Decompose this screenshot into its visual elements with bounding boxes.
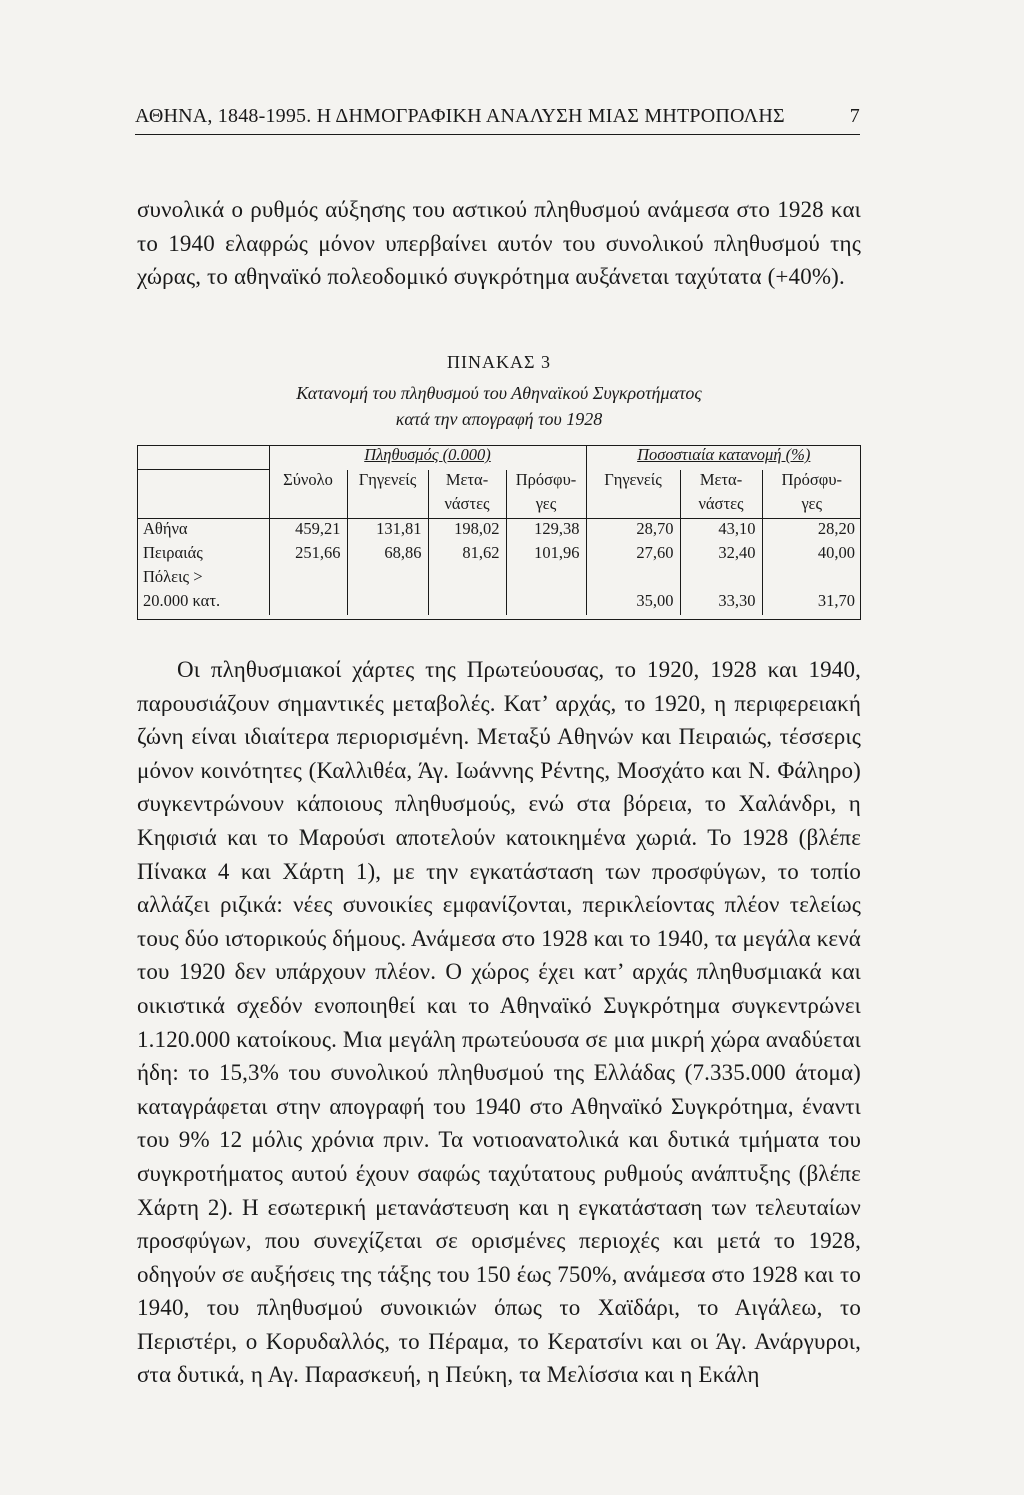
cell-migrants: 198,02	[428, 519, 506, 544]
cell-pct-native: 28,70	[586, 519, 680, 544]
cell-migrants: 81,62	[428, 543, 506, 567]
cell-pct-refugees: 40,00	[762, 543, 861, 567]
table-subtitle	[137, 380, 861, 432]
col-header-pct-migrants: Μετα-	[680, 470, 762, 495]
col-header-migrants-cont: νάστες	[428, 494, 506, 519]
cell-pct-refugees: 31,70	[762, 591, 861, 615]
cell-refugees: 129,38	[506, 519, 586, 544]
table-column-header-row-2	[137, 494, 861, 519]
col-header-native: Γηγενείς	[347, 470, 428, 495]
row-label: Πειραιάς	[143, 543, 203, 562]
cell-refugees: 101,96	[506, 543, 586, 567]
table-row	[137, 591, 861, 615]
row-label: Αθήνα	[143, 519, 188, 538]
running-title: ΑΘΗΝΑ, 1848-1995. Η ΔΗΜΟΓΡΑΦΙΚΗ ΑΝΑΛΥΣΗ ΜΙΑΣ ΜΗΤΡΟΠΟΛΗΣ	[135, 105, 785, 127]
col-header-pct-refugees: Πρόσφυ-	[762, 470, 861, 495]
running-header	[135, 105, 860, 135]
row-label: Πόλεις >	[143, 567, 203, 586]
cell-pct-migrants: 32,40	[680, 543, 762, 567]
body-paragraph-1: συνολικά ο ρυθμός αύξησης του αστικού πληθυσμού ανάμεσα στο 1928 και το 1940 ελαφρώς μόνον υπερβαίνει αυτόν του συνολικού πληθυσμού της χώρας, το αθηναϊκό πολεοδομικό συγκρότημα αυξάνεται ταχύτατα (+40%).	[137, 197, 861, 290]
group-header-percent: Ποσοστιαία κατανομή (%)	[637, 445, 811, 464]
table-subtitle-line-1: Κατανομή του πληθυσμού του Αθηναϊκού Συγκροτήματος	[296, 383, 702, 403]
body-paragraph-2: Οι πληθυσμιακοί χάρτες της Πρωτεύουσας, το 1920, 1928 και 1940, παρουσιάζουν σημαντικές μεταβολές. Κατ’ αρχάς, το 1920, η περιφερειακή ζώνη είναι ιδιαίτερα περιορισμένη. Μεταξύ Αθηνών και Πειραιώς, τέσσερις μόνον κοινότητες (Καλλιθέα, Άγ. Ιωάννης Ρέντης, Μοσχάτο και Ν. Φάληρο) συγκεντρώνουν κάποιους πληθυσμούς, ενώ στα βόρεια, το Χαλάνδρι, η Κηφισιά και το Μαρούσι αποτελούν κατοικημένα χωριά. Το 1928 (βλέπε Πίνακα 4 και Χάρτη 1), με την εγκατάσταση των προσφύγων, το τοπίο αλλάζει ριζικά: νέες συνοικίες εμφανίζονται, περικλείοντας πλέον τελείως τους δύο ιστορικούς δήμους. Ανάμεσα στο 1928 και το 1940, τα μεγάλα κενά του 1920 δεν υπάρχουν πλέον. Ο χώρος έχει κατ’ αρχάς πληθυσμιακά και οικιστικά σχεδόν ενοποιηθεί και το Αθηναϊκό Συγκρότημα συγκεντρώνει 1.120.000 κατοίκους. Μια μεγάλη πρωτεύουσα σε μια μικρή χώρα αναδύεται ήδη: το 15,3% του συνολικού πληθυσμού της Ελλάδας (7.335.000 άτομα) καταγράφεται στην απογραφή του 1940 στο Αθηναϊκό Συγκρότημα, έναντι του 9% 12 μόλις χρόνια πριν. Τα νοτιοανατολικά και δυτικά τμήματα του συγκροτήματος αυτού έχουν σαφώς ταχύτατους ρυθμούς ανάπτυξης (βλέπε Χάρτη 2). Η εσωτερική μετανάστευση και η εγκατάσταση των τελευταίων προσφύγων, που συνεχίζεται σε ορισμένες περιοχές και μετά το 1928, οδηγούν σε αυξήσεις της τάξης του 150 έως 750%, ανάμεσα στο 1928 και το 1940, του πληθυσμού συνοικιών όπως το Χαϊδάρι, το Αιγάλεω, το Περιστέρι, ο Κορυδαλλός, το Πέραμα, το Κερατσίνι και οι Άγ. Ανάργυροι, στα δυτικά, η Αγ. Παρασκευή, η Πεύκη, τα Μελίσσια και η Εκάλη	[137, 657, 861, 1388]
group-header-population: Πληθυσμός (0.000)	[364, 445, 491, 464]
row-label-cont: 20.000 κατ.	[143, 591, 221, 610]
table-row	[137, 543, 861, 567]
table-subtitle-line-2: κατά την απογραφή του 1928	[395, 409, 603, 429]
table-group-header-row	[137, 445, 861, 470]
table-row	[137, 567, 861, 591]
col-header-pct-migrants-cont: νάστες	[680, 494, 762, 519]
col-header-refugees: Πρόσφυ-	[506, 470, 586, 495]
cell-pct-refugees: 28,20	[762, 519, 861, 544]
cell-pct-native: 27,60	[586, 543, 680, 567]
page-number: 7	[849, 105, 860, 127]
cell-native: 131,81	[347, 519, 428, 544]
table-column-header-row	[137, 470, 861, 495]
col-header-pct-native: Γηγενείς	[586, 470, 680, 495]
population-table	[137, 445, 861, 615]
cell-native: 68,86	[347, 543, 428, 567]
cell-pct-migrants: 33,30	[680, 591, 762, 615]
cell-pct-migrants: 43,10	[680, 519, 762, 544]
table-row	[137, 519, 861, 544]
col-header-refugees-cont: γες	[506, 494, 586, 519]
cell-total: 459,21	[269, 519, 347, 544]
table-title: ΠΙΝΑΚΑΣ 3	[447, 352, 551, 372]
col-header-pct-refugees-cont: γες	[762, 494, 861, 519]
col-header-migrants: Μετα-	[428, 470, 506, 495]
cell-total: 251,66	[269, 543, 347, 567]
cell-pct-native: 35,00	[586, 591, 680, 615]
col-header-total: Σύνολο	[269, 470, 347, 495]
